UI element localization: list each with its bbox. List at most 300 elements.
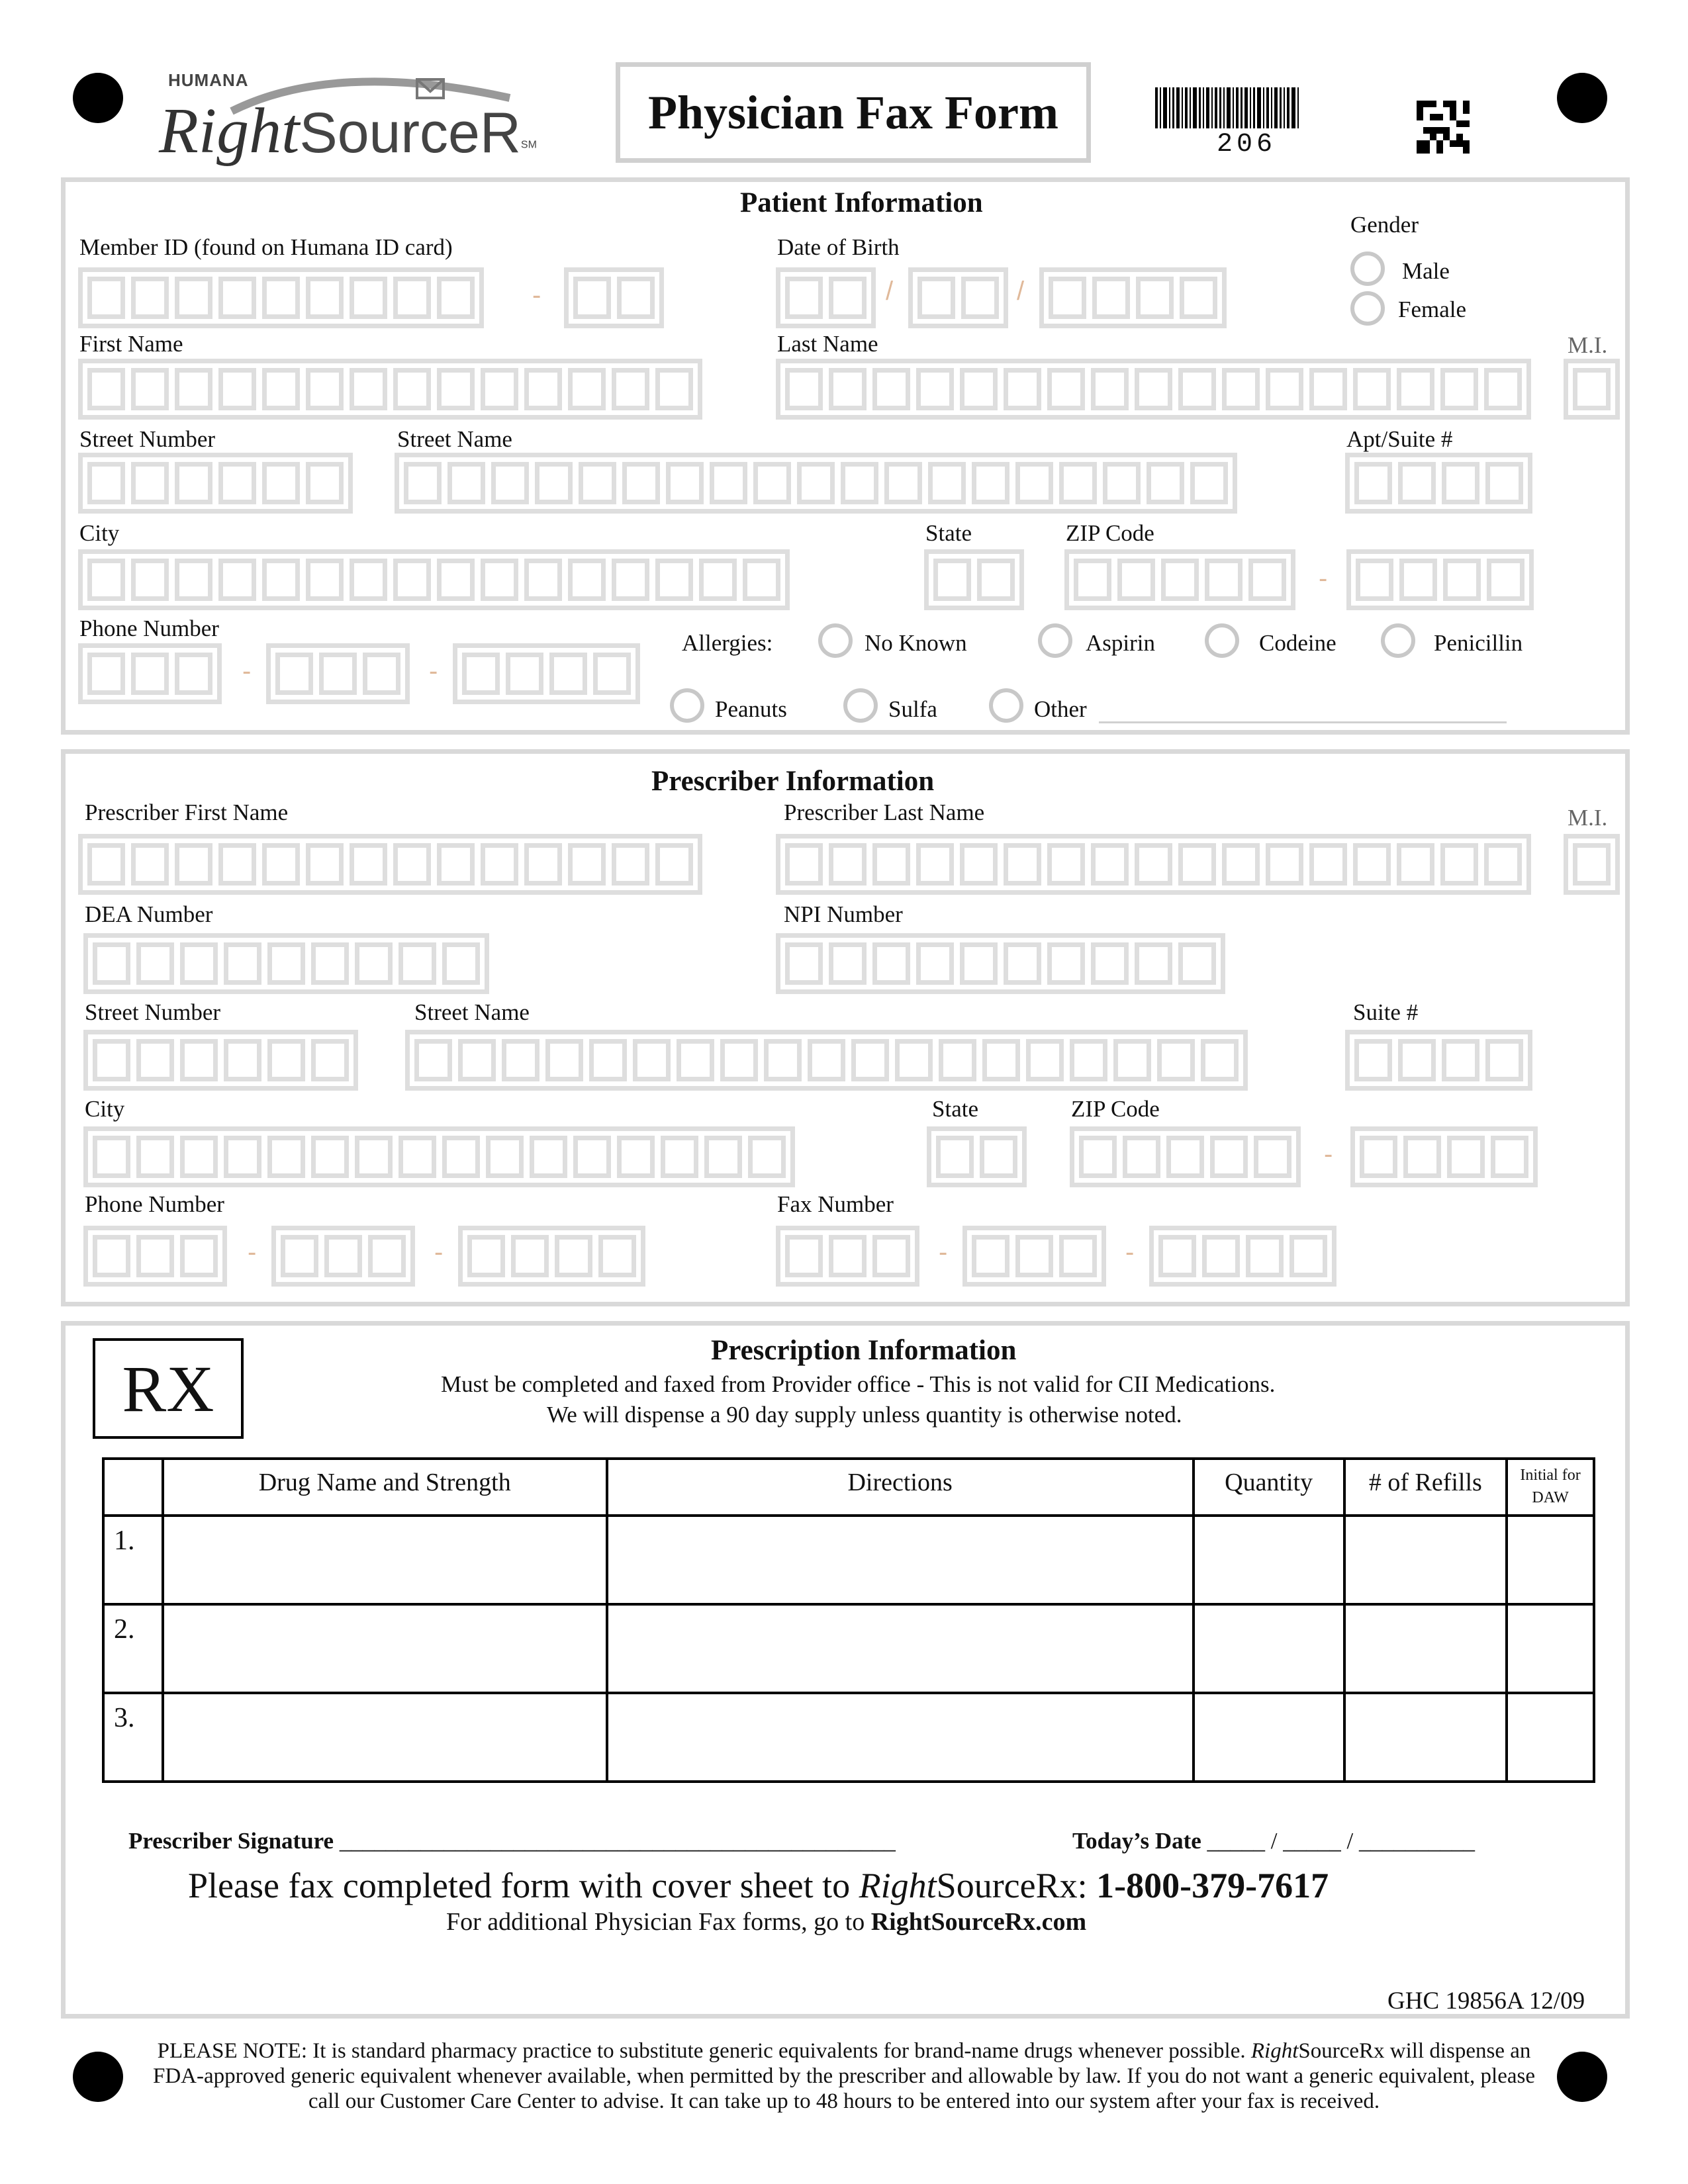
character-box[interactable]: [1015, 1235, 1053, 1277]
state-field[interactable]: [924, 549, 1024, 610]
character-box[interactable]: [655, 368, 693, 410]
character-box[interactable]: [612, 559, 649, 601]
character-box[interactable]: [218, 368, 256, 410]
character-box[interactable]: [1180, 277, 1217, 319]
character-box[interactable]: [393, 277, 431, 319]
character-box[interactable]: [530, 1136, 567, 1178]
character-box[interactable]: [1403, 1136, 1441, 1178]
character-box[interactable]: [1136, 277, 1174, 319]
prescriber-fax-prefix-field[interactable]: [962, 1226, 1106, 1287]
city-field[interactable]: [78, 549, 790, 610]
character-box[interactable]: [960, 368, 998, 410]
prescriber-zip-field[interactable]: [1070, 1126, 1301, 1187]
character-box[interactable]: [87, 559, 125, 601]
character-box[interactable]: [573, 1136, 611, 1178]
character-box[interactable]: [851, 1039, 889, 1081]
character-box[interactable]: [785, 1235, 823, 1277]
prescriber-suite-field[interactable]: [1345, 1030, 1532, 1091]
character-box[interactable]: [1484, 843, 1522, 886]
character-box[interactable]: [655, 843, 693, 886]
character-box[interactable]: [481, 559, 518, 601]
character-box[interactable]: [1485, 1039, 1523, 1081]
member-id-suffix-field[interactable]: [564, 267, 664, 328]
character-box[interactable]: [224, 1136, 261, 1178]
character-box[interactable]: [961, 277, 999, 319]
character-box[interactable]: [785, 277, 823, 319]
character-box[interactable]: [218, 277, 256, 319]
character-box[interactable]: [960, 942, 998, 985]
prescriber-city-field[interactable]: [83, 1126, 795, 1187]
character-box[interactable]: [180, 1039, 218, 1081]
rx-daw-cell[interactable]: [1507, 1604, 1594, 1693]
character-box[interactable]: [218, 843, 256, 886]
phone-area-field[interactable]: [78, 643, 222, 704]
mi-field[interactable]: [1564, 359, 1620, 420]
character-box[interactable]: [467, 1235, 505, 1277]
character-box[interactable]: [180, 942, 218, 985]
prescriber-first-name-field[interactable]: [78, 834, 702, 895]
character-box[interactable]: [524, 559, 562, 601]
character-box[interactable]: [136, 1039, 174, 1081]
rx-daw-cell[interactable]: [1507, 1693, 1594, 1782]
character-box[interactable]: [916, 942, 954, 985]
character-box[interactable]: [262, 462, 300, 504]
character-box[interactable]: [311, 942, 349, 985]
character-box[interactable]: [1092, 277, 1130, 319]
signature-line[interactable]: ________________________________________________: [339, 1828, 896, 1854]
character-box[interactable]: [486, 1136, 524, 1178]
character-box[interactable]: [262, 559, 300, 601]
character-box[interactable]: [1026, 1039, 1064, 1081]
character-box[interactable]: [535, 462, 573, 504]
character-box[interactable]: [319, 653, 357, 695]
character-box[interactable]: [1178, 843, 1216, 886]
character-box[interactable]: [1354, 462, 1392, 504]
character-box[interactable]: [972, 1235, 1009, 1277]
allergy-sulfa-radio[interactable]: [843, 688, 878, 723]
character-box[interactable]: [872, 368, 910, 410]
rx-drug-cell[interactable]: [163, 1604, 607, 1693]
allergy-penicillin-radio[interactable]: [1381, 623, 1415, 658]
apt-suite-field[interactable]: [1345, 453, 1532, 514]
character-box[interactable]: [175, 653, 212, 695]
character-box[interactable]: [829, 368, 867, 410]
prescriber-street-number-field[interactable]: [83, 1030, 358, 1091]
character-box[interactable]: [841, 462, 878, 504]
character-box[interactable]: [1398, 1039, 1436, 1081]
rx-quantity-cell[interactable]: [1194, 1693, 1344, 1782]
character-box[interactable]: [491, 462, 529, 504]
character-box[interactable]: [87, 368, 125, 410]
character-box[interactable]: [1485, 462, 1523, 504]
character-box[interactable]: [1113, 1039, 1151, 1081]
character-box[interactable]: [960, 843, 998, 886]
character-box[interactable]: [350, 277, 387, 319]
character-box[interactable]: [1015, 462, 1053, 504]
prescriber-phone-area-field[interactable]: [83, 1226, 227, 1287]
rx-drug-cell[interactable]: [163, 1516, 607, 1604]
character-box[interactable]: [458, 1039, 496, 1081]
character-box[interactable]: [136, 942, 174, 985]
character-box[interactable]: [1166, 1136, 1204, 1178]
character-box[interactable]: [393, 368, 431, 410]
character-box[interactable]: [829, 277, 867, 319]
character-box[interactable]: [324, 1235, 362, 1277]
character-box[interactable]: [93, 1235, 130, 1277]
character-box[interactable]: [916, 843, 954, 886]
character-box[interactable]: [977, 559, 1015, 601]
character-box[interactable]: [1309, 368, 1347, 410]
character-box[interactable]: [1004, 368, 1041, 410]
character-box[interactable]: [481, 368, 518, 410]
todays-date-line[interactable]: _____ / _____ / __________: [1207, 1828, 1475, 1854]
rx-daw-cell[interactable]: [1507, 1516, 1594, 1604]
character-box[interactable]: [972, 462, 1009, 504]
character-box[interactable]: [175, 368, 212, 410]
character-box[interactable]: [1047, 368, 1085, 410]
character-box[interactable]: [442, 1136, 480, 1178]
character-box[interactable]: [275, 653, 313, 695]
character-box[interactable]: [1440, 368, 1478, 410]
character-box[interactable]: [524, 843, 562, 886]
character-box[interactable]: [617, 1136, 655, 1178]
character-box[interactable]: [306, 368, 344, 410]
character-box[interactable]: [1178, 942, 1216, 985]
character-box[interactable]: [306, 843, 344, 886]
dob-day-field[interactable]: [908, 267, 1008, 328]
character-box[interactable]: [1442, 1039, 1479, 1081]
character-box[interactable]: [131, 559, 169, 601]
character-box[interactable]: [1484, 368, 1522, 410]
character-box[interactable]: [1397, 843, 1434, 886]
character-box[interactable]: [1309, 843, 1347, 886]
character-box[interactable]: [933, 559, 971, 601]
character-box[interactable]: [612, 843, 649, 886]
allergy-no-known-radio[interactable]: [818, 623, 853, 658]
member-id-field[interactable]: [78, 267, 484, 328]
allergy-codeine-radio[interactable]: [1205, 623, 1239, 658]
character-box[interactable]: [704, 1136, 742, 1178]
rx-drug-cell[interactable]: [163, 1693, 607, 1782]
character-box[interactable]: [414, 1039, 452, 1081]
allergy-other-radio[interactable]: [989, 688, 1023, 723]
rx-directions-cell[interactable]: [607, 1604, 1194, 1693]
character-box[interactable]: [785, 368, 823, 410]
character-box[interactable]: [1442, 462, 1479, 504]
character-box[interactable]: [589, 1039, 627, 1081]
character-box[interactable]: [224, 942, 261, 985]
character-box[interactable]: [399, 942, 436, 985]
character-box[interactable]: [136, 1136, 174, 1178]
character-box[interactable]: [1059, 1235, 1097, 1277]
character-box[interactable]: [262, 277, 300, 319]
character-box[interactable]: [633, 1039, 671, 1081]
prescriber-phone-line-field[interactable]: [458, 1226, 645, 1287]
character-box[interactable]: [568, 559, 606, 601]
character-box[interactable]: [393, 559, 431, 601]
character-box[interactable]: [306, 462, 344, 504]
first-name-field[interactable]: [78, 359, 702, 420]
character-box[interactable]: [180, 1136, 218, 1178]
allergy-peanuts-radio[interactable]: [670, 688, 704, 723]
character-box[interactable]: [368, 1235, 406, 1277]
character-box[interactable]: [481, 843, 518, 886]
prescriber-fax-area-field[interactable]: [776, 1226, 919, 1287]
character-box[interactable]: [131, 277, 169, 319]
character-box[interactable]: [524, 368, 562, 410]
character-box[interactable]: [437, 277, 475, 319]
character-box[interactable]: [267, 1136, 305, 1178]
character-box[interactable]: [506, 653, 543, 695]
character-box[interactable]: [1190, 462, 1228, 504]
character-box[interactable]: [1135, 843, 1172, 886]
character-box[interactable]: [1222, 843, 1260, 886]
character-box[interactable]: [1158, 1235, 1196, 1277]
character-box[interactable]: [1210, 1136, 1248, 1178]
character-box[interactable]: [1360, 1136, 1397, 1178]
character-box[interactable]: [1356, 559, 1393, 601]
character-box[interactable]: [1440, 843, 1478, 886]
prescriber-last-name-field[interactable]: [776, 834, 1531, 895]
character-box[interactable]: [785, 942, 823, 985]
character-box[interactable]: [1573, 843, 1611, 886]
character-box[interactable]: [1157, 1039, 1195, 1081]
character-box[interactable]: [511, 1235, 549, 1277]
character-box[interactable]: [350, 559, 387, 601]
character-box[interactable]: [447, 462, 485, 504]
character-box[interactable]: [549, 653, 587, 695]
character-box[interactable]: [1135, 942, 1172, 985]
street-number-field[interactable]: [78, 453, 353, 514]
prescriber-mi-field[interactable]: [1564, 834, 1620, 895]
character-box[interactable]: [355, 942, 393, 985]
character-box[interactable]: [1399, 559, 1437, 601]
prescriber-zip-plus4-field[interactable]: [1350, 1126, 1538, 1187]
character-box[interactable]: [982, 1039, 1020, 1081]
character-box[interactable]: [87, 462, 125, 504]
character-box[interactable]: [1091, 368, 1129, 410]
character-box[interactable]: [218, 462, 256, 504]
dob-year-field[interactable]: [1039, 267, 1227, 328]
character-box[interactable]: [829, 1235, 867, 1277]
character-box[interactable]: [1266, 368, 1303, 410]
character-box[interactable]: [218, 559, 256, 601]
character-box[interactable]: [93, 942, 130, 985]
character-box[interactable]: [311, 1039, 349, 1081]
character-box[interactable]: [568, 843, 606, 886]
character-box[interactable]: [699, 559, 737, 601]
character-box[interactable]: [1266, 843, 1303, 886]
character-box[interactable]: [224, 1039, 261, 1081]
character-box[interactable]: [884, 462, 922, 504]
character-box[interactable]: [743, 559, 780, 601]
character-box[interactable]: [399, 1136, 436, 1178]
character-box[interactable]: [1289, 1235, 1327, 1277]
character-box[interactable]: [617, 277, 655, 319]
character-box[interactable]: [1573, 368, 1611, 410]
rx-directions-cell[interactable]: [607, 1516, 1194, 1604]
character-box[interactable]: [1047, 843, 1085, 886]
rx-directions-cell[interactable]: [607, 1693, 1194, 1782]
character-box[interactable]: [1059, 462, 1097, 504]
character-box[interactable]: [281, 1235, 318, 1277]
character-box[interactable]: [579, 462, 616, 504]
character-box[interactable]: [829, 942, 867, 985]
character-box[interactable]: [573, 277, 611, 319]
gender-female-radio[interactable]: [1350, 291, 1385, 326]
character-box[interactable]: [1354, 1039, 1392, 1081]
character-box[interactable]: [311, 1136, 349, 1178]
character-box[interactable]: [437, 843, 475, 886]
character-box[interactable]: [1353, 843, 1391, 886]
gender-male-radio[interactable]: [1350, 251, 1385, 286]
character-box[interactable]: [1004, 843, 1041, 886]
character-box[interactable]: [87, 277, 125, 319]
character-box[interactable]: [175, 277, 212, 319]
character-box[interactable]: [1147, 462, 1184, 504]
character-box[interactable]: [180, 1235, 218, 1277]
character-box[interactable]: [1091, 942, 1129, 985]
character-box[interactable]: [1070, 1039, 1107, 1081]
npi-number-field[interactable]: [776, 933, 1225, 994]
phone-line-field[interactable]: [453, 643, 640, 704]
character-box[interactable]: [872, 1235, 910, 1277]
prescriber-state-field[interactable]: [927, 1126, 1027, 1187]
character-box[interactable]: [1491, 1136, 1528, 1178]
character-box[interactable]: [872, 942, 910, 985]
character-box[interactable]: [568, 368, 606, 410]
character-box[interactable]: [267, 942, 305, 985]
character-box[interactable]: [87, 653, 125, 695]
prescriber-street-name-field[interactable]: [405, 1030, 1248, 1091]
character-box[interactable]: [1254, 1136, 1291, 1178]
character-box[interactable]: [136, 1235, 174, 1277]
allergy-other-line[interactable]: [1099, 721, 1507, 723]
prescriber-phone-prefix-field[interactable]: [271, 1226, 415, 1287]
zip-field[interactable]: [1064, 549, 1295, 610]
character-box[interactable]: [980, 1136, 1017, 1178]
character-box[interactable]: [1487, 559, 1524, 601]
character-box[interactable]: [872, 843, 910, 886]
character-box[interactable]: [829, 843, 867, 886]
street-name-field[interactable]: [395, 453, 1237, 514]
character-box[interactable]: [350, 843, 387, 886]
character-box[interactable]: [928, 462, 966, 504]
character-box[interactable]: [1047, 942, 1085, 985]
character-box[interactable]: [612, 368, 649, 410]
rightsource-website-link[interactable]: RightSourceRx.com: [870, 1908, 1087, 1936]
character-box[interactable]: [131, 653, 169, 695]
character-box[interactable]: [936, 1136, 974, 1178]
character-box[interactable]: [1246, 1235, 1284, 1277]
character-box[interactable]: [917, 277, 955, 319]
character-box[interactable]: [797, 462, 835, 504]
character-box[interactable]: [1049, 277, 1086, 319]
character-box[interactable]: [393, 843, 431, 886]
character-box[interactable]: [1161, 559, 1199, 601]
character-box[interactable]: [1201, 1039, 1239, 1081]
character-box[interactable]: [598, 1235, 636, 1277]
character-box[interactable]: [93, 1136, 130, 1178]
character-box[interactable]: [1135, 368, 1172, 410]
character-box[interactable]: [753, 462, 791, 504]
character-box[interactable]: [93, 1039, 130, 1081]
rx-refills-cell[interactable]: [1344, 1604, 1507, 1693]
character-box[interactable]: [350, 368, 387, 410]
character-box[interactable]: [895, 1039, 933, 1081]
character-box[interactable]: [1103, 462, 1141, 504]
character-box[interactable]: [131, 368, 169, 410]
character-box[interactable]: [262, 843, 300, 886]
allergy-aspirin-radio[interactable]: [1038, 623, 1072, 658]
character-box[interactable]: [1222, 368, 1260, 410]
character-box[interactable]: [555, 1235, 592, 1277]
character-box[interactable]: [1123, 1136, 1160, 1178]
character-box[interactable]: [785, 843, 823, 886]
character-box[interactable]: [87, 843, 125, 886]
character-box[interactable]: [175, 843, 212, 886]
character-box[interactable]: [404, 462, 442, 504]
character-box[interactable]: [939, 1039, 976, 1081]
character-box[interactable]: [808, 1039, 845, 1081]
character-box[interactable]: [720, 1039, 758, 1081]
character-box[interactable]: [267, 1039, 305, 1081]
character-box[interactable]: [1178, 368, 1216, 410]
prescriber-fax-line-field[interactable]: [1149, 1226, 1336, 1287]
character-box[interactable]: [710, 462, 747, 504]
character-box[interactable]: [462, 653, 500, 695]
character-box[interactable]: [131, 843, 169, 886]
dob-month-field[interactable]: [776, 267, 876, 328]
character-box[interactable]: [1353, 368, 1391, 410]
character-box[interactable]: [1074, 559, 1111, 601]
character-box[interactable]: [306, 277, 344, 319]
character-box[interactable]: [1443, 559, 1481, 601]
character-box[interactable]: [175, 462, 212, 504]
character-box[interactable]: [1398, 462, 1436, 504]
character-box[interactable]: [363, 653, 400, 695]
character-box[interactable]: [661, 1136, 698, 1178]
rx-refills-cell[interactable]: [1344, 1516, 1507, 1604]
character-box[interactable]: [502, 1039, 539, 1081]
character-box[interactable]: [1117, 559, 1155, 601]
character-box[interactable]: [1079, 1136, 1117, 1178]
character-box[interactable]: [306, 559, 344, 601]
rx-quantity-cell[interactable]: [1194, 1604, 1344, 1693]
character-box[interactable]: [175, 559, 212, 601]
character-box[interactable]: [1202, 1235, 1240, 1277]
rx-refills-cell[interactable]: [1344, 1693, 1507, 1782]
character-box[interactable]: [437, 559, 475, 601]
character-box[interactable]: [916, 368, 954, 410]
dea-number-field[interactable]: [83, 933, 489, 994]
character-box[interactable]: [131, 462, 169, 504]
character-box[interactable]: [545, 1039, 583, 1081]
last-name-field[interactable]: [776, 359, 1531, 420]
character-box[interactable]: [355, 1136, 393, 1178]
character-box[interactable]: [442, 942, 480, 985]
character-box[interactable]: [1447, 1136, 1485, 1178]
phone-prefix-field[interactable]: [266, 643, 410, 704]
character-box[interactable]: [677, 1039, 714, 1081]
character-box[interactable]: [262, 368, 300, 410]
character-box[interactable]: [748, 1136, 786, 1178]
character-box[interactable]: [1397, 368, 1434, 410]
zip-plus4-field[interactable]: [1346, 549, 1534, 610]
character-box[interactable]: [1205, 559, 1243, 601]
character-box[interactable]: [666, 462, 704, 504]
character-box[interactable]: [1091, 843, 1129, 886]
